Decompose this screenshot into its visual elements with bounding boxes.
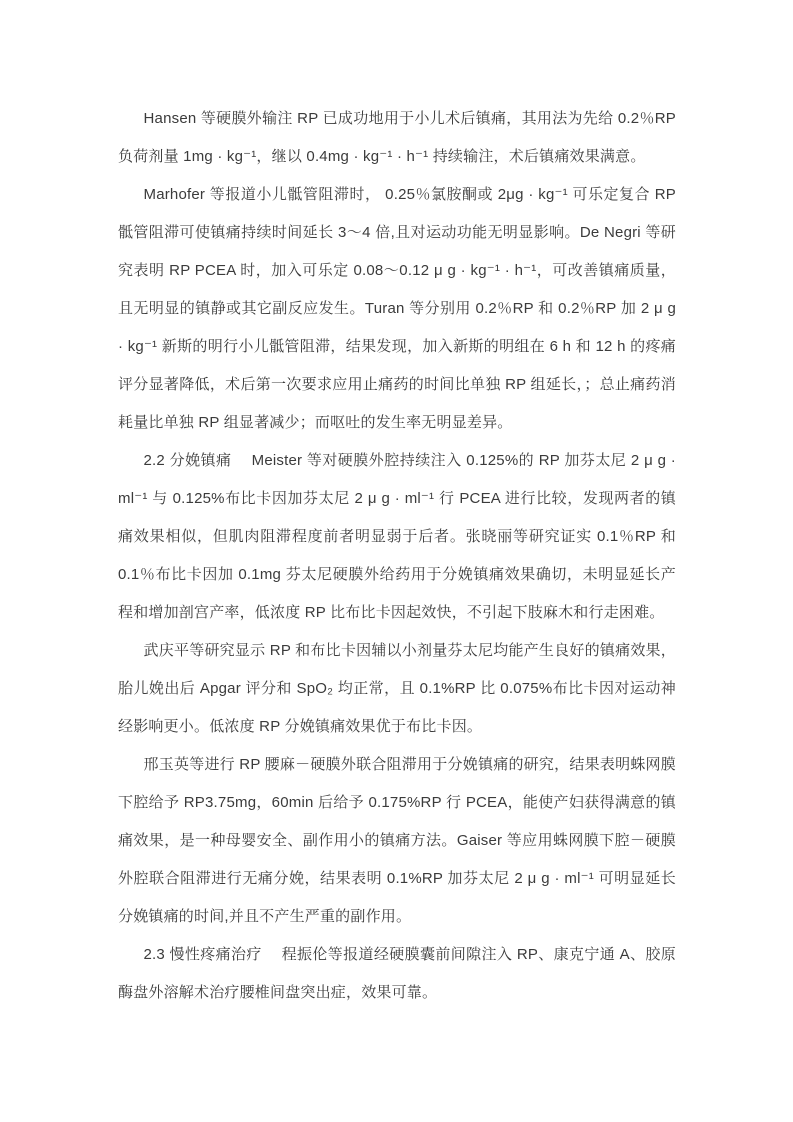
paragraph-labor-analgesia-cse: 邢玉英等进行 RP 腰麻－硬膜外联合阻滞用于分娩镇痛的研究，结果表明蛛网膜下腔给予 RP3.75mg，60min 后给予 0.175%RP 行 PCEA，能使产妇获得满意的镇痛效果，是一种母婴安全、副作用小的镇痛方法。Gaiser 等应用蛛网膜下腔－硬膜外腔联合阻滞进行无痛分娩，结果表明 0.1%RP 加芬太尼 2 μ g · ml⁻¹ 可明显延长分娩镇痛的时间,并且不产生严重的副作用。 [118,756,676,925]
paragraph-postop-pediatric-hansen: Hansen 等硬膜外输注 RP 已成功地用于小儿术后镇痛，其用法为先给 0.2％RP 负荷剂量 1mg · kg⁻¹，继以 0.4mg · kg⁻¹ · h⁻¹ 持续输注，术后镇痛效果满意。 [118,110,676,165]
section-2-2-labor-analgesia-paragraph: 2.2 分娩镇痛 Meister 等对硬膜外腔持续注入 0.125%的 RP 加芬太尼 2 μ g · ml⁻¹ 与 0.125%布比卡因加芬太尼 2 μ g · ml⁻¹ 行 PCEA 进行比较，发现两者的镇痛效果相似，但肌肉阻滞程度前者明显弱于后者。张晓丽等研究证实 0.1％RP 和 0.1％布比卡因加 0.1mg 芬太尼硬膜外给药用于分娩镇痛效果确切，未明显延长产程和增加剖宫产率，低浓度 RP 比布比卡因起效快，不引起下肢麻木和行走困难。 [118,452,676,621]
paragraph-labor-analgesia-wuqingping: 武庆平等研究显示 RP 和布比卡因辅以小剂量芬太尼均能产生良好的镇痛效果，胎儿娩出后 Apgar 评分和 SpO₂ 均正常，且 0.1%RP 比 0.075%布比卡因对运动神经影响更小。低浓度 RP 分娩镇痛效果优于布比卡因。 [118,642,676,735]
section-2-3-chronic-pain-paragraph: 2.3 慢性疼痛治疗 程振伦等报道经硬膜囊前间隙注入 RP、康克宁通 A、胶原酶盘外溶解术治疗腰椎间盘突出症，效果可靠。 [118,946,676,1001]
paragraph-pediatric-caudal-block: Marhofer 等报道小儿骶管阻滞时， 0.25％氯胺酮或 2μg · kg⁻¹ 可乐定复合 RP 骶管阻滞可使镇痛持续时间延长 3～4 倍,且对运动功能无明显影响。De Negri 等研究表明 RP PCEA 时，加入可乐定 0.08～0.12 μ g · kg⁻¹ · h⁻¹，可改善镇痛质量，且无明显的镇静或其它副反应发生。Turan 等分别用 0.2％RP 和 0.2％RP 加 2 μ g · kg⁻¹ 新斯的明行小儿骶管阻滞，结果发现，加入新斯的明组在 6 h 和 12 h 的疼痛评分显著降低，术后第一次要求应用止痛药的时间比单独 RP 组延长，；总止痛药消耗量比单独 RP 组显著减少；而呕吐的发生率无明显差异。 [118,186,676,431]
